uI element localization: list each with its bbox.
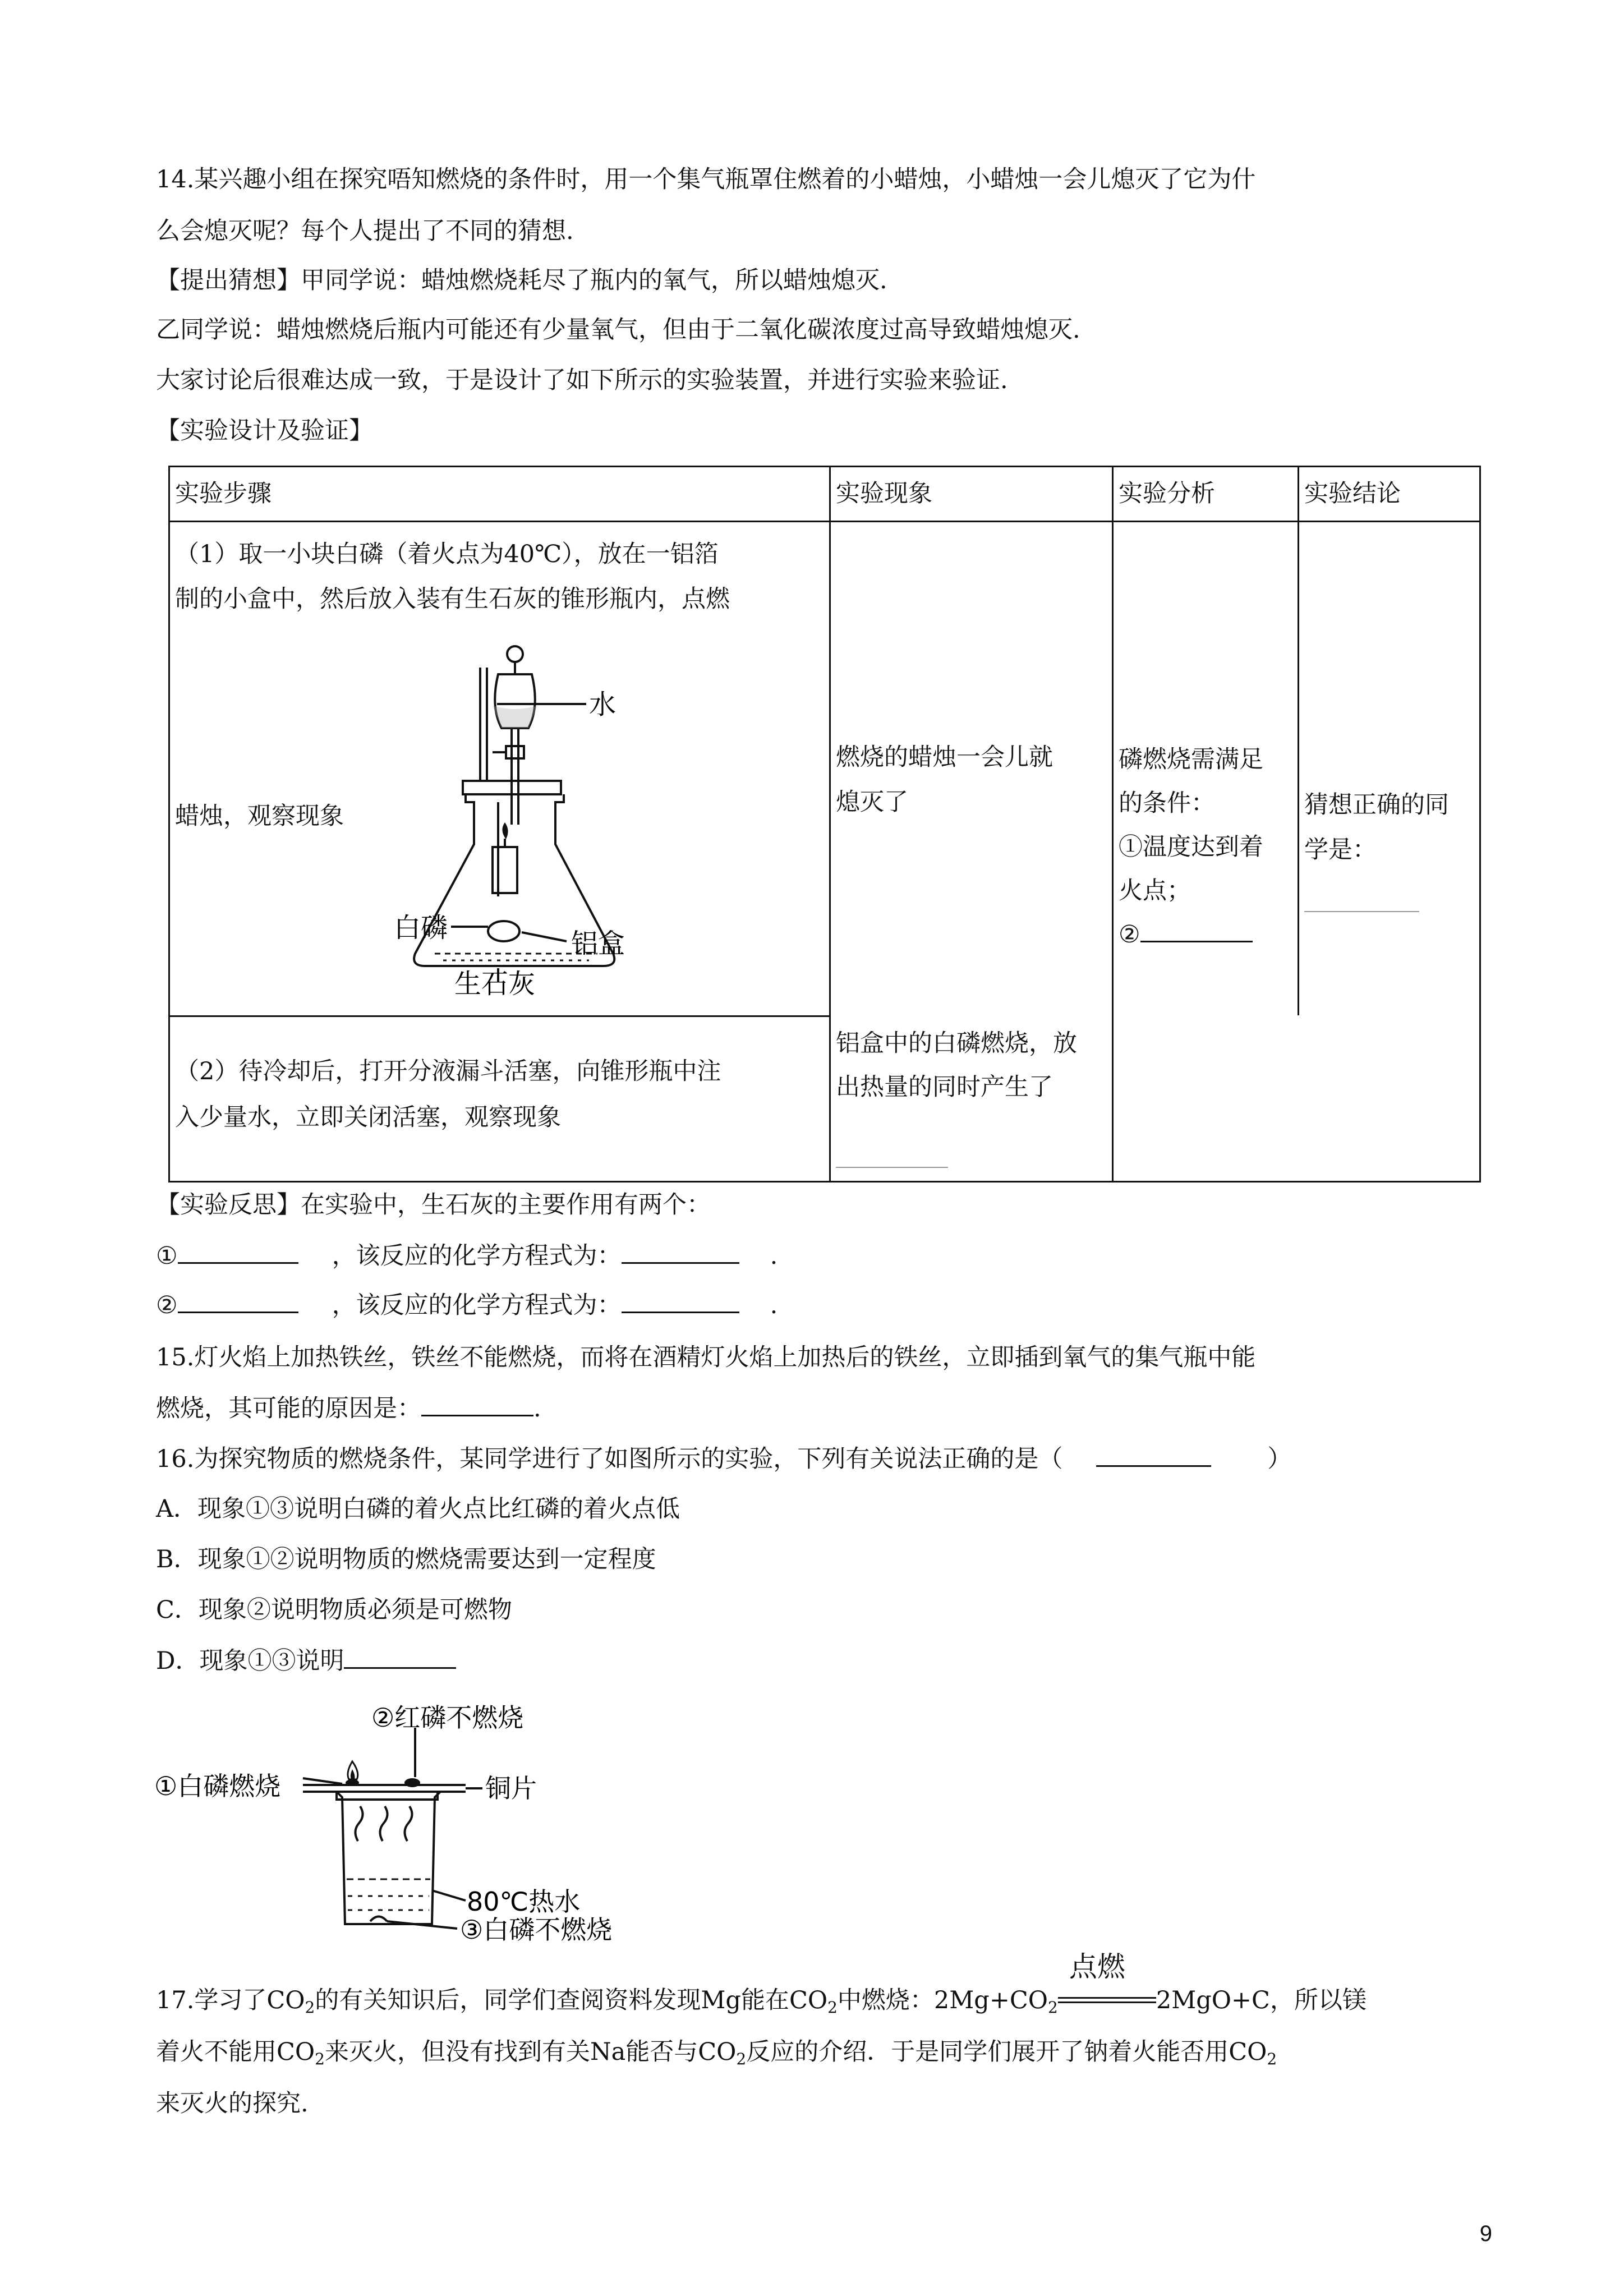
analysis-blank[interactable] — [1140, 918, 1253, 942]
q17-line-2: 着火不能用$CO_2$来灭火，但没有找到有关Na能否与$CO_2$反应的介绍．于是同学们展开了钠着火能否用$CO_2$ — [156, 2038, 1277, 2068]
label-aluminum-box: 铝盒 — [571, 928, 625, 959]
analysis-line-1: 磷燃烧需满足 — [1119, 746, 1263, 774]
label-water: 水 — [589, 689, 617, 720]
analysis-line-2: 的条件： — [1119, 789, 1215, 817]
reflection-title: 【实验反思】在实验中，生石灰的主要作用有两个： — [156, 1191, 711, 1219]
obs2-line-2: 出热量的同时产生了 — [836, 1073, 1053, 1101]
q16-option-b: B．现象①②说明物质的燃烧需要达到一定程度 — [156, 1545, 656, 1573]
page-number: 9 — [1479, 2221, 1492, 2246]
q16-option-d: D．现象①③说明 — [156, 1645, 456, 1677]
q14-hypothesis-a: 【提出猜想】甲同学说：蜡烛燃烧耗尽了瓶内的氧气，所以蜡烛熄灭. — [156, 266, 887, 295]
step1-line-3: 蜡烛，观察现象 — [175, 802, 344, 830]
label-white-phosphorus-underwater: ③白磷不燃烧 — [460, 1915, 613, 1945]
analysis-line-4: 火点； — [1119, 877, 1191, 905]
step2-line-1: （2）待冷却后，打开分液漏斗活塞，向锥形瓶中注 — [175, 1057, 721, 1085]
conclusion-line-1: 猜想正确的同 — [1304, 791, 1449, 819]
q16-stem: 16.为探究物质的燃烧条件，某同学进行了如图所示的实验，下列有关说法正确的是（ ） — [156, 1443, 1291, 1475]
reflection-item-1: ① ，该反应的化学方程式为： . — [156, 1240, 778, 1272]
reflection-1-equation-blank[interactable] — [622, 1240, 739, 1264]
q16-answer-blank[interactable] — [1096, 1443, 1211, 1467]
reflection-1-blank[interactable] — [178, 1240, 298, 1264]
q14-line-1: 14.某兴趣小组在探究唔知燃烧的条件时，用一个集气瓶罩住燃着的小蜡烛，小蜡烛一会儿熄灭了它为什 — [156, 165, 1256, 194]
q17-line-3: 来灭火的探究. — [156, 2090, 309, 2118]
header-analysis: 实验分析 — [1119, 480, 1215, 508]
q16-option-a: A．现象①③说明白磷的着火点比红磷的着火点低 — [156, 1495, 680, 1523]
obs2-blank[interactable] — [836, 1167, 948, 1168]
q16-option-d-blank[interactable] — [344, 1645, 456, 1669]
reflection-item-2: ② ，该反应的化学方程式为： . — [156, 1289, 778, 1321]
header-conclusion: 实验结论 — [1304, 480, 1401, 508]
flask-apparatus-figure — [365, 634, 813, 999]
label-quicklime: 生石灰 — [454, 968, 536, 999]
obs1-line-2: 熄灭了 — [836, 788, 908, 816]
conclusion-blank[interactable] — [1304, 911, 1419, 912]
reaction-condition: 点燃 — [1058, 1986, 1156, 2008]
label-white-phosphorus-burns: ①白磷燃烧 — [154, 1771, 281, 1801]
step1-line-1: （1）取一小块白磷（着火点为40℃），放在一铝箔 — [175, 540, 719, 568]
q14-hypothesis-b: 乙同学说：蜡烛燃烧后瓶内可能还有少量氧气，但由于二氧化碳浓度过高导致蜡烛熄灭. — [156, 316, 1080, 344]
header-steps: 实验步骤 — [175, 480, 272, 508]
q14-line-5: 大家讨论后很难达成一致，于是设计了如下所示的实验装置，并进行实验来验证. — [156, 366, 1008, 394]
q14-line-2: 么会熄灭呢？每个人提出了不同的猜想. — [156, 217, 574, 245]
label-white-phosphorus: 白磷 — [394, 912, 448, 944]
reflection-2-equation-blank[interactable] — [622, 1289, 739, 1313]
q15-blank[interactable] — [421, 1392, 533, 1416]
analysis-line-3: ①温度达到着 — [1119, 833, 1263, 861]
label-red-phosphorus: ②红磷不燃烧 — [371, 1703, 524, 1733]
q16-option-c: C．现象②说明物质必须是可燃物 — [156, 1596, 512, 1624]
reflection-2-blank[interactable] — [178, 1289, 298, 1313]
step2-line-2: 入少量水，立即关闭活塞，观察现象 — [175, 1103, 561, 1131]
combustion-beaker-figure — [151, 1694, 712, 1952]
label-hot-water: 80℃热水 — [467, 1887, 581, 1917]
experiment-table — [168, 466, 1481, 1182]
q17-line-1: 17.学习了$CO_2$的有关知识后，同学们查阅资料发现Mg能在$CO_2$中燃烧：$2Mg+CO_2$ 点燃 2MgO+C，所以镁 — [156, 1950, 1367, 2017]
header-phenomenon: 实验现象 — [836, 480, 932, 508]
conclusion-line-2: 学是： — [1304, 836, 1377, 864]
q15-line-1: 15.灯火焰上加热铁丝，铁丝不能燃烧，而将在酒精灯火焰上加热后的铁丝，立即插到氧气的集气瓶中能 — [156, 1343, 1256, 1372]
obs1-line-1: 燃烧的蜡烛一会儿就 — [836, 743, 1053, 771]
label-copper-sheet: 铜片 — [485, 1773, 537, 1803]
analysis-line-5: ② — [1119, 912, 1253, 957]
step1-line-2: 制的小盒中，然后放入装有生石灰的锥形瓶内，点燃 — [175, 585, 730, 613]
q14-section-title: 【实验设计及验证】 — [156, 417, 373, 445]
obs2-line-1: 铝盒中的白磷燃烧，放 — [836, 1029, 1077, 1057]
q15-line-2: 燃烧，其可能的原因是： . — [156, 1392, 541, 1424]
